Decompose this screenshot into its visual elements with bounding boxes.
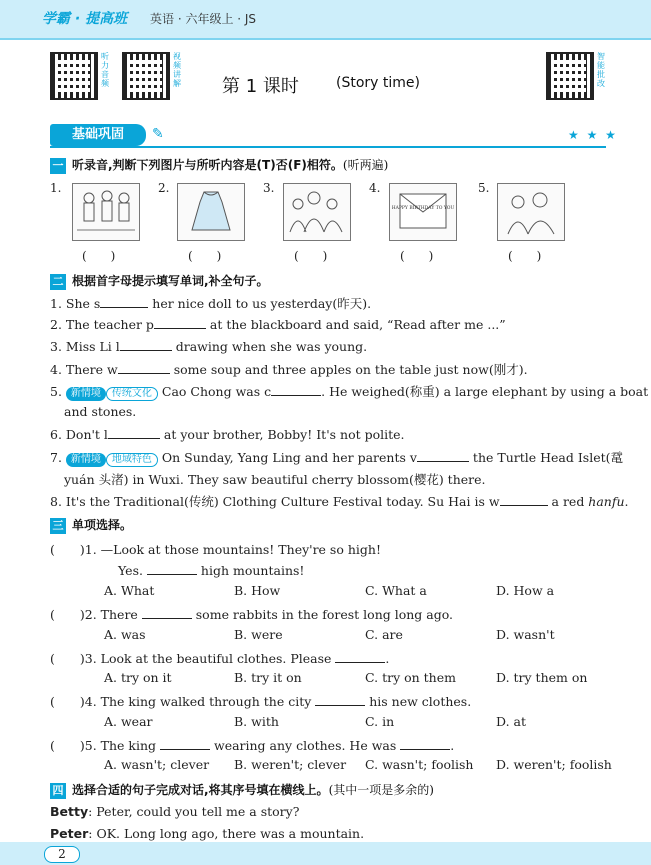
- option[interactable]: C. What a: [365, 583, 427, 598]
- dialogue-line-2: Peter: OK. Long long ago, there was a mountain.: [50, 826, 365, 841]
- picture-birthday-card: [389, 183, 457, 241]
- part2-heading: [50, 272, 269, 290]
- part2-q7-cont: yuán 头渚) in Wuxi. They saw beautiful cherry blossom(樱花) there.: [64, 472, 486, 487]
- qr-label-grading: 智能批改: [597, 52, 605, 88]
- part3-title: 单项选择。: [72, 518, 133, 532]
- pic-number-1: 1.: [50, 181, 62, 195]
- option[interactable]: B. How: [234, 583, 281, 598]
- section-tag: 基础巩固: [50, 124, 146, 146]
- part4-title: 选择合适的句子完成对话,将其序号填在横线上。: [72, 783, 329, 797]
- blank[interactable]: [335, 650, 385, 663]
- option[interactable]: A. wasn't; clever: [104, 757, 210, 772]
- lesson-subtitle: (Story time): [336, 75, 420, 91]
- pen-icon: ✎: [152, 126, 164, 142]
- card-text: HAPPY BIRTHDAY TO YOU: [391, 206, 455, 211]
- blank[interactable]: [315, 693, 365, 706]
- pic-number-3: 3.: [263, 181, 275, 195]
- part3-q5: ( )5. The king wearing any clothes. He was .: [50, 738, 455, 753]
- option[interactable]: B. try it on: [234, 670, 302, 685]
- part3-heading: [50, 516, 132, 534]
- answer-paren-1[interactable]: ( ): [82, 249, 116, 263]
- blank[interactable]: [120, 338, 172, 351]
- qr-code-grading[interactable]: [546, 52, 594, 100]
- blank[interactable]: [417, 449, 469, 462]
- qr-label-audio: 听力音频: [101, 52, 109, 88]
- dialogue-line-1: Betty: Peter, could you tell me a story?: [50, 804, 300, 819]
- culture-badge: 传统文化: [106, 387, 158, 401]
- part1-title: 听录音,判断下列图片与所听内容是(T)否(F)相符。: [72, 158, 343, 172]
- part1-heading: [50, 156, 388, 174]
- difficulty-stars: ★ ★ ★: [568, 128, 618, 142]
- pic-number-2: 2.: [158, 181, 170, 195]
- part3-q1-b: Yes. high mountains!: [118, 563, 305, 578]
- part2-q5: 5. 新情境 传统文化 Cao Chong was c . He weighed(称重) a large elephant by using a boat: [50, 384, 649, 399]
- answer-paren-5[interactable]: ( ): [508, 249, 542, 263]
- answer-paren-4[interactable]: ( ): [400, 249, 434, 263]
- pic-number-5: 5.: [478, 181, 490, 195]
- option[interactable]: A. try on it: [104, 670, 172, 685]
- part3-q3: ( )3. Look at the beautiful clothes. Please .: [50, 651, 390, 666]
- part1-number: 一: [50, 158, 66, 174]
- section-divider: [50, 146, 606, 148]
- picture-people: [497, 183, 565, 241]
- option[interactable]: A. was: [104, 627, 146, 642]
- answer-paren-2[interactable]: ( ): [188, 249, 222, 263]
- part4-note: (其中一项是多余的): [328, 783, 434, 797]
- picture-dress: [177, 183, 245, 241]
- option[interactable]: D. How a: [496, 583, 555, 598]
- part2-q5-cont: and stones.: [64, 404, 137, 419]
- blank[interactable]: [271, 383, 321, 396]
- new-context-badge: 新情境: [66, 453, 106, 467]
- option[interactable]: C. in: [365, 714, 395, 729]
- part4-number: 四: [50, 783, 66, 799]
- blank[interactable]: [100, 295, 148, 308]
- part3-q1: ( )1. —Look at those mountains! They're so high!: [50, 542, 381, 557]
- blank[interactable]: [500, 493, 548, 506]
- page-number: 2: [44, 846, 80, 863]
- part2-q8: 8. It's the Traditional(传统) Clothing Culture Festival today. Su Hai is w a red hanfu.: [50, 494, 629, 509]
- pic-number-4: 4.: [369, 181, 381, 195]
- blank[interactable]: [142, 606, 192, 619]
- qr-label-video: 视频讲解: [173, 52, 181, 88]
- part2-q7: 7. 新情境 地域特色 On Sunday, Yang Ling and her parents v the Turtle Head Islet(鼋: [50, 450, 623, 465]
- option[interactable]: B. weren't; clever: [234, 757, 347, 772]
- qr-code-video[interactable]: [122, 52, 170, 100]
- picture-crowd: [283, 183, 351, 241]
- option[interactable]: A. wear: [104, 714, 153, 729]
- brand-logo: 学霸 · 提高班: [42, 11, 128, 27]
- option[interactable]: D. weren't; foolish: [496, 757, 612, 772]
- option[interactable]: B. were: [234, 627, 283, 642]
- part3-number: 三: [50, 518, 66, 534]
- part2-q1: 1. She s her nice doll to us yesterday(昨天).: [50, 296, 372, 311]
- header-divider: [0, 38, 651, 40]
- qr-code-audio[interactable]: [50, 52, 98, 100]
- option[interactable]: D. at: [496, 714, 526, 729]
- blank[interactable]: [108, 426, 160, 439]
- part2-number: 二: [50, 274, 66, 290]
- part3-q4: ( )4. The king walked through the city his new clothes.: [50, 694, 472, 709]
- option[interactable]: D. try them on: [496, 670, 588, 685]
- part2-q6: 6. Don't l at your brother, Bobby! It's not polite.: [50, 427, 405, 442]
- lesson-title: 第 1 课时: [222, 76, 299, 97]
- footer-band: [0, 842, 651, 865]
- blank[interactable]: [118, 361, 170, 374]
- part2-q4: 4. There w some soup and three apples on the table just now(刚才).: [50, 362, 528, 377]
- option[interactable]: C. wasn't; foolish: [365, 757, 474, 772]
- answer-paren-3[interactable]: ( ): [294, 249, 328, 263]
- picture-family: [72, 183, 140, 241]
- option[interactable]: C. are: [365, 627, 403, 642]
- new-context-badge: 新情境: [66, 387, 106, 401]
- option[interactable]: C. try on them: [365, 670, 456, 685]
- option[interactable]: D. wasn't: [496, 627, 555, 642]
- part1-note: (听两遍): [342, 158, 389, 172]
- blank[interactable]: [400, 737, 450, 750]
- part2-title: 根据首字母提示填写单词,补全句子。: [72, 274, 269, 288]
- option[interactable]: B. with: [234, 714, 279, 729]
- blank[interactable]: [147, 562, 197, 575]
- region-badge: 地域特色: [106, 453, 158, 467]
- part4-heading: [50, 781, 434, 799]
- part3-q2: ( )2. There some rabbits in the forest long long ago.: [50, 607, 454, 622]
- book-subtitle: 英语 · 六年级上 · JS: [150, 12, 257, 26]
- blank[interactable]: [160, 737, 210, 750]
- blank[interactable]: [154, 316, 206, 329]
- part2-q2: 2. The teacher p at the blackboard and said, “Read after me ...”: [50, 317, 506, 332]
- part2-q3: 3. Miss Li l drawing when she was young.: [50, 339, 368, 354]
- option[interactable]: A. What: [104, 583, 155, 598]
